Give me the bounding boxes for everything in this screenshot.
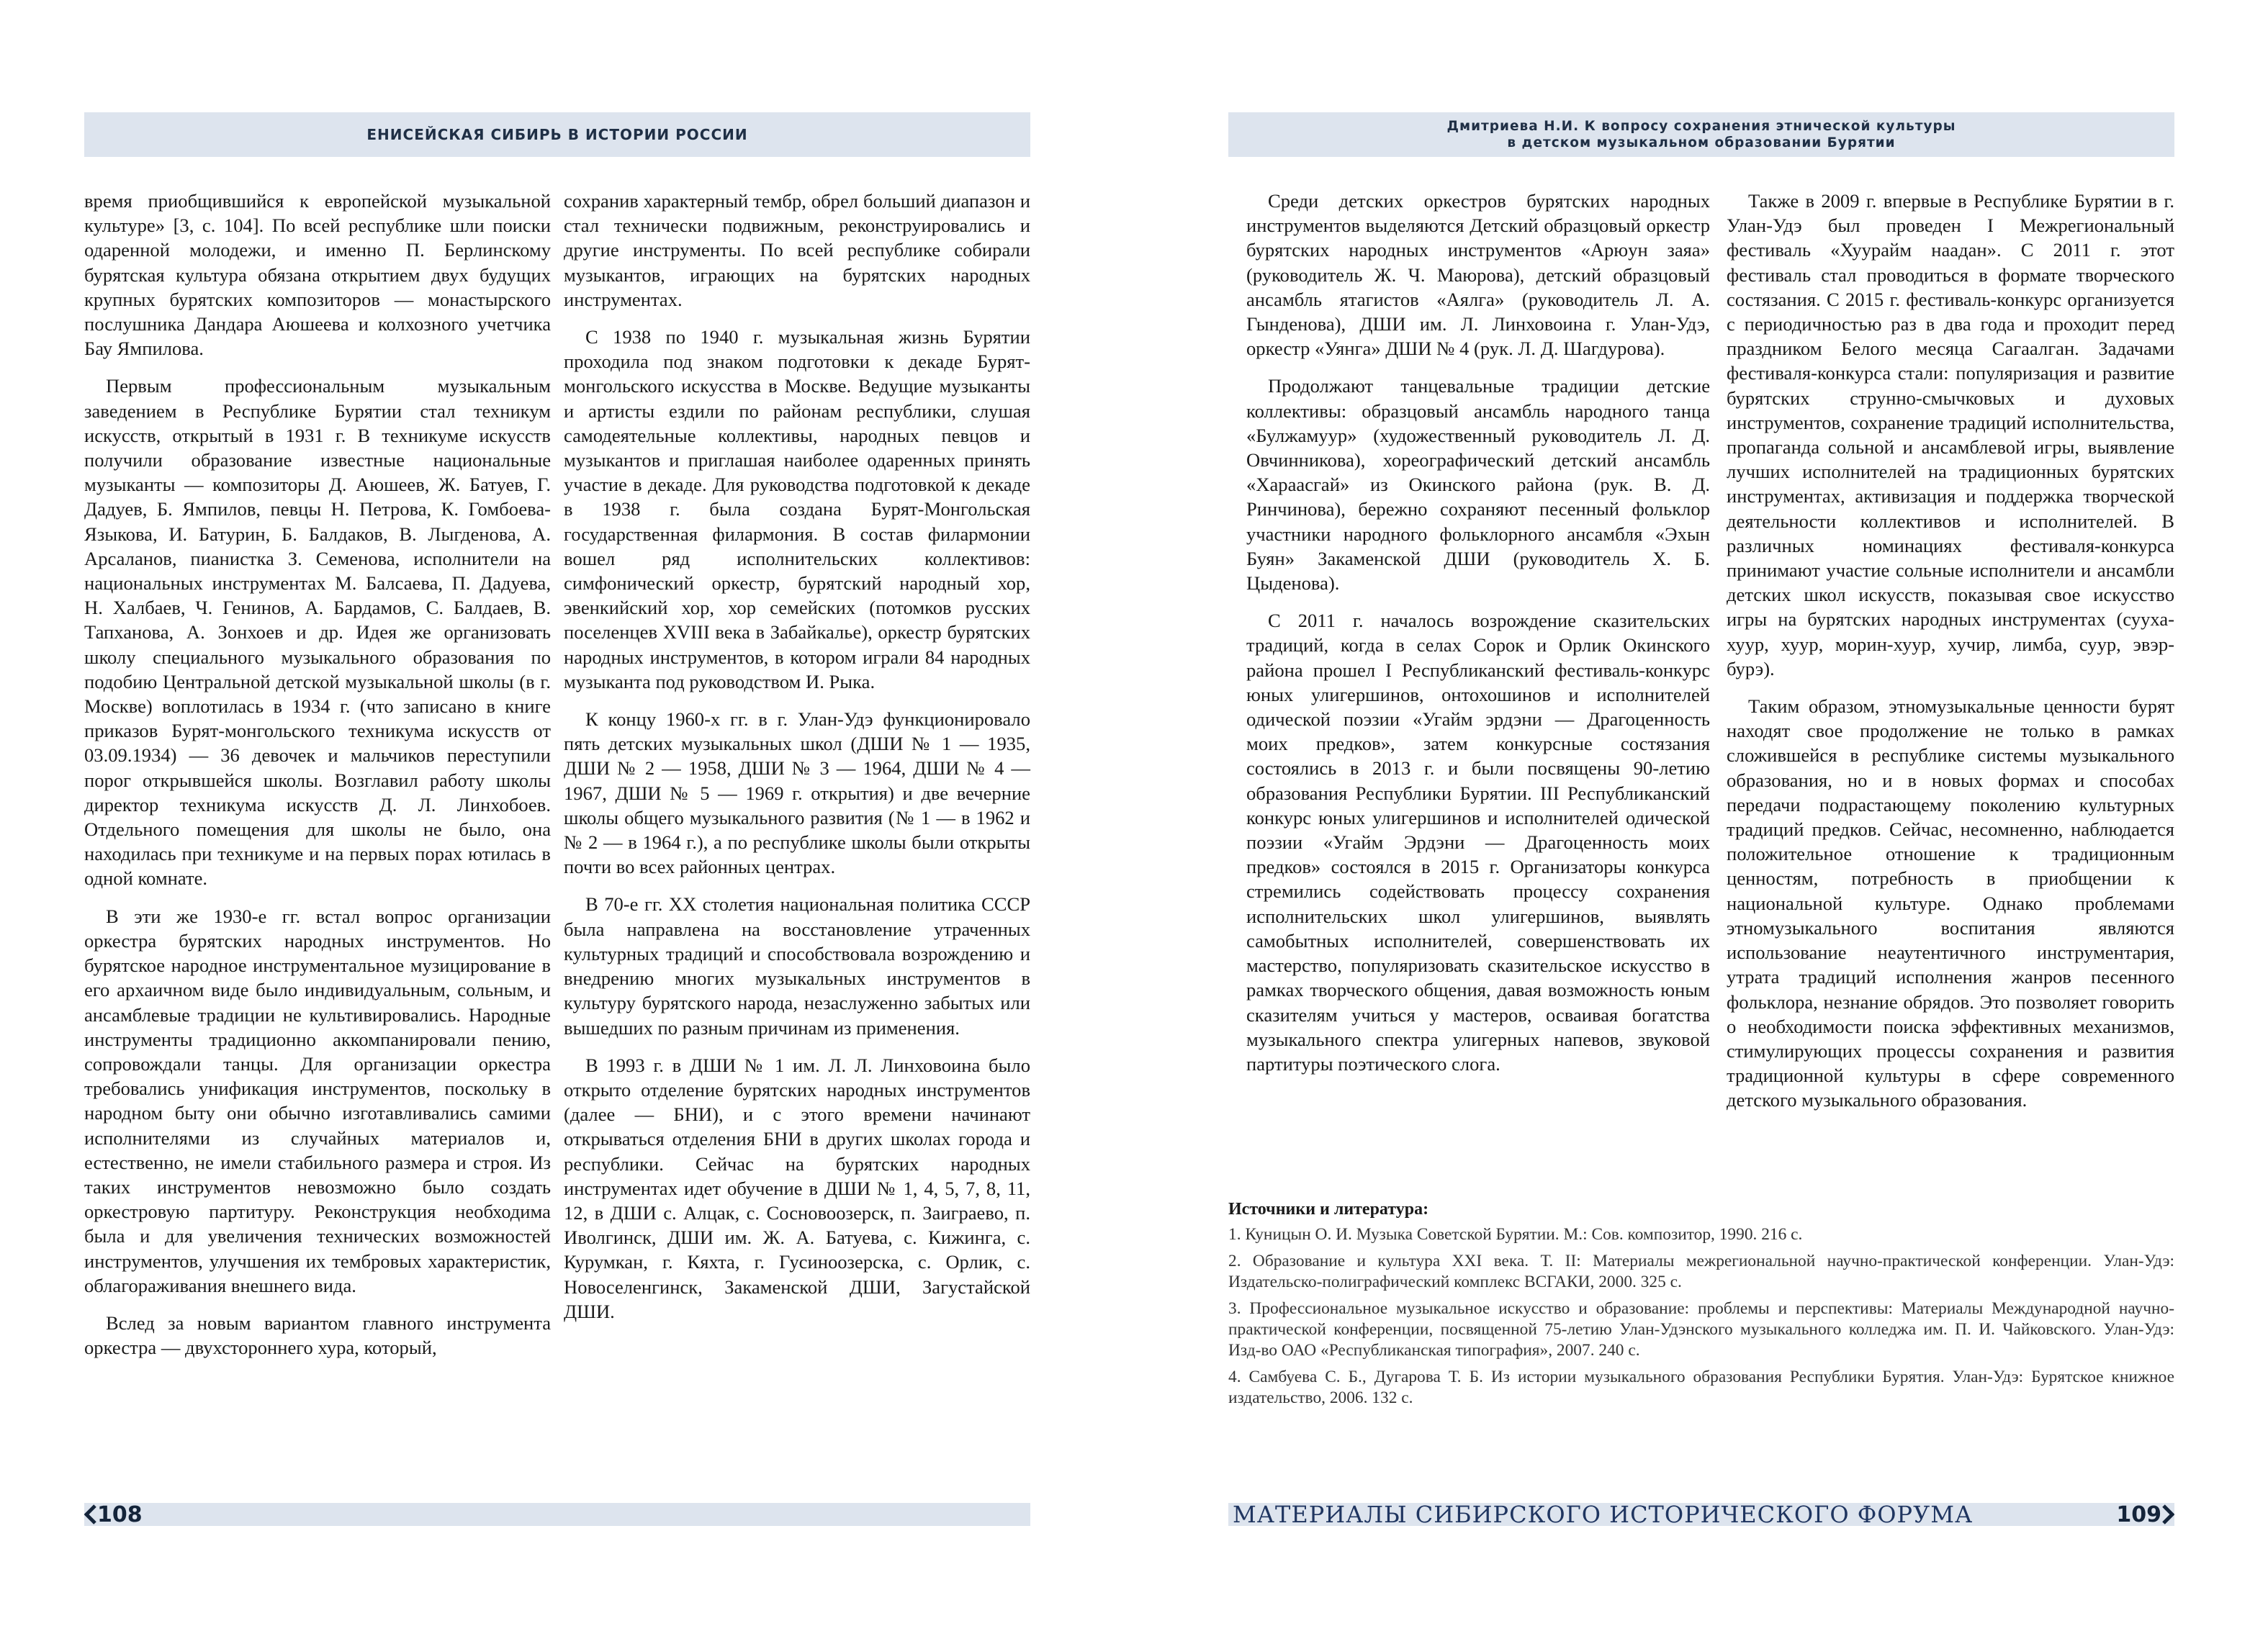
paragraph: С 1938 по 1940 г. музыкальная жизнь Бурятии проходила под знаком подготовки к декаде Бурят-монгольского искусства в Москве. Ведущие музыканты и артисты ездили по районам республики, слушая самодеятельные коллективы, народных певцов и музыкантов и приглашая наиболее одаренных принять участие в декаде. Для руководства подготовкой к декаде в 1938 г. была создана Бурят-Монгольская государственная филармония. В состав филармонии вошел ряд исполнительских коллективов: симфонический оркестр, бурятский народный хор, эвенкийский хор, хор семейских (потомков русских поселенцев XVIII века в Забайкалье), оркестр бурятских народных инструментов, в котором играли 84 народных музыканта под руководством И. Рыка. — [564, 326, 1030, 692]
page-number — [84, 1502, 143, 1527]
running-head: ЕНИСЕЙСКАЯ СИБИРЬ В ИСТОРИИ РОССИИ — [84, 112, 1030, 157]
reference-item: 3. Профессиональное музыкальное искусство и образование: проблемы и перспективы: Материалы Международной научно-практической конференции, посвященной 75-летию Улан-Удэнского музыкального колледжа им. П. И. Чайковского. Улан-Удэ: Изд-во ОАО «Республиканская типография», 2007. 240 с. — [1228, 1299, 2174, 1360]
reference-item: 4. Самбуева С. Б., Дугарова Т. Б. Из истории музыкального образования Республики Бурятия. Улан-Удэ: Бурятское книжное издательство, 2006. 132 с. — [1228, 1368, 2174, 1407]
footer-bar — [1228, 1503, 2174, 1526]
journal-title: МАТЕРИАЛЫ СИБИРСКОГО ИСТОРИЧЕСКОГО ФОРУМА — [1233, 1501, 1974, 1528]
paragraph: В 70-е гг. XX столетия национальная политика СССР была направлена на восстановление утраченных культурных традиций и способствовала возрождению и внедрению многих музыкальных инструментов в культуру бурятского народа, незаслуженно забытых или вышедших по разным причинам из применения. — [564, 893, 1030, 1039]
paragraph: Также в 2009 г. впервые в Республике Бурятии в г. Улан-Удэ был проведен I Межрегиональный фестиваль «Хуурайм наадан». С 2011 г. этот фестиваль стал проводиться в формате творческого состязания. С 2015 г. фестиваль-конкурс организуется с периодичностью раз в два года и проходит перед праздником Белого месяца Сагаалган. Задачами фестиваля-конкурса стали: популяризация и развитие бурятских струнно-смычковых и духовых инструментов, сохранение традиций исполнительства, пропаганда сольной и ансамблевой игры, выявление лучших исполнителей на традиционных бурятских инструментах, активизация и поддержка творческой деятельности коллективов и исполнителей. В различных номинациях фестиваля-конкурса принимают участие сольные исполнители и ансамбли детских школ искусств, показывая свое искусство игры на бурятских народных инструментах (сууха-хуур, хуур, морин-хуур, хучир, лимба, суур, эвэр-бурэ). — [1727, 190, 2174, 679]
paragraph: В эти же 1930-е гг. встал вопрос организации оркестра бурятских народных инструментов. Но бурятское народное инструментальное музицирование в его архаичном виде было индивидуальным, сольным, и ансамблевые традиции не культивировались. Народные инструменты традиционно аккомпанировали пению, сопровождали танцы. Для организации оркестра требовались унификация инструментов, поскольку в народном быту они обычно изготавливались самими исполнителями из случайных материалов и, естественно, не имели стабильного размера и строя. Из таких инструментов невозможно было создать оркестровую партитуру. Реконструкция необходима была и для увеличения технических возможностей инструментов, улучшения их тембровых характеристик, облагораживания внешнего вида. — [84, 905, 551, 1296]
text-column-1 — [1246, 189, 1710, 1089]
text-column-2 — [1727, 189, 2174, 1126]
paragraph: В 1993 г. в ДШИ № 1 им. Л. Л. Линховоина было открыто отделение бурятских народных инструментов (далее — БНИ), и с этого времени начинают открываться отделения БНИ в других школах города и республики. Сейчас на бурятских народных инструментах идет обучение в ДШИ № 1, 4, 5, 7, 8, 11, 12, в ДШИ с. Алцак, с. Сосновоозерск, п. Заиграево, п. Иволгинск, ДШИ им. Ж. А. Батуева, с. Кижинга, с. Курумкан, г. Кяхта, г. Гусиноозерска, с. Орлик, с. Новоселенгинск, Закаменской ДШИ, Загустайской ДШИ. — [564, 1054, 1030, 1322]
chevron-left-icon — [84, 1504, 97, 1525]
paragraph: Среди детских оркестров бурятских народных инструментов выделяются Детский образцовый оркестр бурятских народных инструментов «Арюун заяа» (руководитель Ж. Ч. Маюрова), детский образцовый ансамбль ятагистов «Аялга» (руководитель Л. А. Гынденова), ДШИ им. Л. Линховоина г. Улан-Удэ, оркестр «Уянга» ДШИ № 4 (рук. Л. Д. Шагдурова). — [1246, 190, 1710, 360]
running-head-line: в детском музыкальном образовании Бурятии — [1507, 135, 1896, 150]
paragraph: К концу 1960-х гг. в г. Улан-Удэ функционировало пять детских музыкальных школ (ДШИ № 1 — 1935, ДШИ № 2 — 1958, ДШИ № 3 — 1964, ДШИ № 4 — 1967, ДШИ № 5 — 1969 г. открытия) и две вечерние школы общего музыкального развития (№ 1 — в 1962 и № 2 — в 1964 г.), а по республике школы были открыты почти во всех районных центрах. — [564, 708, 1030, 878]
right-page — [1134, 0, 2268, 1644]
text-column-1 — [84, 189, 551, 1373]
paragraph: сохранив характерный тембр, обрел больший диапазон и стал технически подвижным, реконструировались и другие инструменты. По всей республике собирали музыкантов, играющих на бурятских народных инструментах. — [564, 190, 1030, 310]
reference-item: 2. Образование и культура XXI века. Т. II: Материалы межрегиональной научно-практической конференции. Улан-Удэ: Издательско-полиграфический комплекс ВСГАКИ, 2000. 325 с. — [1228, 1252, 2174, 1291]
sources-section — [1228, 1199, 2174, 1414]
paragraph: Продолжают танцевальные традиции детские коллективы: образцовый ансамбль народного танца «Булжамуур» (художественный руководитель Л. Д. Овчинникова), хореографический детский ансамбль «Хараасгай» из Окинского района (рук. В. Д. Ринчинова), бережно сохраняют песенный фольклор участники народного фольклорного ансамбля «Эхын Буян» Закаменской ДШИ (руководитель Х. Б. Цыденова). — [1246, 375, 1710, 595]
paragraph: С 2011 г. началось возрождение сказительских традиций, когда в селах Сорок и Орлик Окинского района прошел I Республиканский фестиваль-конкурс юных улигершинов, онтохошинов и исполнителей одической поэзии «Угайм эрдэни — Драгоценность моих предков», затем конкурсные состязания состоялись в 2013 г. и были посвящены 90-летию образования Республики Бурятии. III Республиканский конкурс юных улигершинов и исполнителей одической поэзии «Угайм Эрдэни — Драгоценность моих предков» состоялся в 2015 г. Организаторы конкурса стремились содействовать процессу сохранения исполнительских школ улигершинов, выявлять самобытных исполнителей, совершенствовать их мастерство, популяризовать сказительское искусство в рамках творческого общения, давая возможность юным сказителям учиться у мастеров, осваивая богатства музыкального спектра улигерных напевов, звуковой партитуры поэтического слога. — [1246, 610, 1710, 1075]
text-column-2 — [564, 189, 1030, 1337]
chevron-right-icon — [2161, 1504, 2174, 1525]
paragraph: Вслед за новым вариантом главного инструмента оркестра — двухстороннего хура, который, — [84, 1311, 551, 1359]
page-number-text: 109 — [2116, 1501, 2161, 1527]
page-number — [2116, 1502, 2174, 1527]
paragraph: Таким образом, этномузыкальные ценности бурят находят свое продолжение не только в рамках сложившейся в республике системы музыкального образования, но и в новых формах и способах передачи подрастающему поколению культурных традиций предков. Сейчас, несомненно, наблюдается положительное отношение к традиционным ценностям, потребность в приобщении к национальной культуре. Однако проблемами этномузыкального воспитания являются использование неаутентичного инструментария, утрата традиций исполнения жанров песенного фольклора, незнание обрядов. Это позволяет говорить о необходимости поиска эффективных механизмов, стимулирующих процессы сохранения и развития традиционной культуры в сфере современного детского музыкального образования. — [1727, 695, 2174, 1111]
page-number-text: 108 — [97, 1501, 143, 1527]
running-head — [1228, 112, 2174, 157]
paragraph: Первым профессиональным музыкальным заведением в Республике Бурятии стал техникум искусств, открытый в 1931 г. В техникуме искусств получили образование известные национальные музыканты — композиторы Д. Аюшеев, Ж. Батуев, Г. Дадуев, Б. Ямпилов, певцы Н. Петрова, К. Гомбоева-Языкова, И. Батурин, Б. Балдаков, В. Лыгденова, А. Арсаланов, пианистка З. Семенова, исполнители на национальных инструментах М. Балсаева, П. Дадуева, Н. Халбаев, Ч. Генинов, А. Бардамов, С. Балдаев, В. Тапханова, А. Зонхоев и др. Идея же организовать школу специального музыкального образования по подобию Центральной детской музыкальной школы (в г. Москве) воплотилась в 1934 г. (что записано в книге приказов Бурят-монгольского техникума искусств от 03.09.1934) — 36 девочек и мальчиков переступили порог открывшейся школы. Возглавил работу школы директор техникума искусств Д. Л. Линхобоев. Отдельного помещения для школы не было, она находилась при техникуме и на первых порах ютилась в одной комнате. — [84, 375, 551, 890]
footer-bar — [84, 1503, 1030, 1526]
reference-item: 1. Куницын О. И. Музыка Советской Бурятии. М.: Сов. композитор, 1990. 216 с. — [1228, 1225, 1803, 1244]
paragraph: время приобщившийся к европейской музыкальной культуре» [3, с. 104]. По всей республике шли поиски одаренной молодежи, и именно П. Берлинскому бурятская культура обязана открытием двух будущих крупных бурятских композиторов — монастырского послушника Дандара Аюшеева и колхозного учетчика Бау Ямпилова. — [84, 190, 551, 360]
sources-heading: Источники и литература: — [1228, 1200, 1429, 1219]
running-head-line: Дмитриева Н.И. К вопросу сохранения этнической культуры — [1446, 119, 1956, 134]
